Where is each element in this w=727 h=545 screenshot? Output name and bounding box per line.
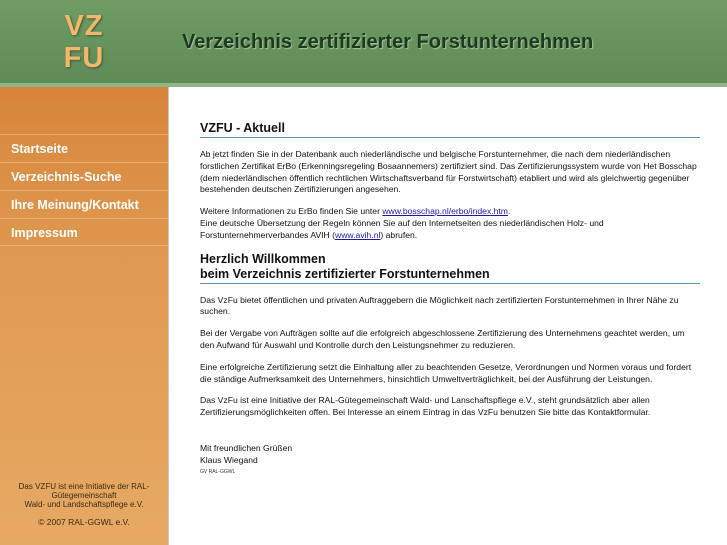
signature-name: Klaus Wiegand	[200, 454, 258, 465]
welcome-paragraph-1: Das VzFu bietet öffentlichen und privaten Auftraggebern die Möglichkeit nach zertifizierten Forstunternehmen in Ihrer Nähe zu suchen.	[200, 294, 679, 317]
main-nav	[0, 134, 168, 246]
nav-item-impressum[interactable]: Impressum	[0, 218, 168, 246]
p2-line2: Eine deutsche Übersetzung der Regeln können Sie auf den Internetseiten des niederländischen Holz- und Forstunternehmerverbandes AVIH (	[200, 217, 604, 240]
main-content	[200, 121, 700, 476]
nav-item-startseite[interactable]: Startseite	[0, 134, 168, 162]
nav-item-meinung-kontakt[interactable]: Ihre Meinung/Kontakt	[0, 190, 168, 218]
copyright: © 2007 RAL-GGWL e.V.	[38, 517, 130, 527]
signature-org: GV RAL-GGWL	[200, 468, 236, 475]
bosschap-link[interactable]: www.bosschap.nl/erbo/index.htm	[382, 206, 508, 217]
avih-link[interactable]: www.avih.nl	[335, 229, 381, 240]
greeting: Mit freundlichen Grüßen	[200, 442, 293, 453]
column-divider	[168, 87, 169, 545]
news-paragraph-2	[200, 206, 700, 241]
footer-line-2: Gütegemeinschaft	[51, 491, 117, 500]
welcome-line-1: Herzlich Willkommen	[200, 251, 326, 266]
site-header	[0, 0, 727, 87]
welcome-paragraph-3: Eine erfolgreiche Zertifizierung setzt die Einhaltung aller zu beachtenden Gesetze, Verordnungen und Normen voraus und fordert die ständige Aufmerksamkeit des Unternehmers, hinsichtlich Umweltverträglichkeit, bei der Ausführung der Leistungen.	[200, 361, 692, 384]
p2-suffix: ) abrufen.	[380, 229, 418, 240]
nav-item-verzeichnis-suche[interactable]: Verzeichnis-Suche	[0, 162, 168, 190]
site-logo[interactable]	[62, 10, 106, 74]
welcome-line-2: beim Verzeichnis zertifizierter Forstunternehmen	[200, 266, 490, 281]
news-paragraph-1: Ab jetzt finden Sie in der Datenbank auch niederländische und belgische Forstunternehmer, die nach dem niederländischen forstlichen Zertifikat ErBo (Erkenningsregeling Bosaannemers) zertifiziert sind. Das Zertifizierungssystem wurde von Het Bosschap (dem niederländischen öffentlich rechtlichen Wirtschaftsverband für Forstwirtschaft) etabliert und wird als gleichwertig gegenüber bestehenden deutschen Zertifizierungen angesehen.	[200, 149, 697, 195]
logo-line-1: VZ	[64, 10, 104, 42]
sidebar-footer-note	[0, 482, 168, 509]
logo-line-2: FU	[63, 42, 105, 74]
section-title-willkommen	[200, 252, 700, 284]
section-title-aktuell: VZFU - Aktuell	[200, 121, 700, 138]
footer-line-1: Das VZFU ist eine Initiative der RAL-	[18, 482, 150, 491]
sidebar	[0, 87, 168, 545]
footer-line-3: Wald- und Landschaftspflege e.V.	[24, 500, 144, 509]
p2-prefix: Weitere Informationen zu ErBo finden Sie unter	[200, 206, 383, 217]
p2-mid: .	[507, 206, 511, 217]
site-title: Verzeichnis zertifizierter Forstunternehmen	[182, 31, 594, 53]
welcome-paragraph-2: Bei der Vergabe von Aufträgen sollte auf die erfolgreich abgeschlossene Zertifizierung des Unternehmens geachtet werden, um den Aufwand für Auswahl und Kontrolle durch den Leistungsnehmer zu reduzieren.	[200, 328, 685, 350]
welcome-paragraph-4: Das VzFu ist eine Initiative der RAL-Gütegemeinschaft Wald- und Lanschaftspflege e.V., steht grundsätzlich aber allen Zertifizierungsmöglichkeiten offen. Bei Interesse an einem Eintrag in das VzFu benutzen Sie bitte das Kontaktformular.	[200, 395, 651, 418]
signoff	[200, 443, 700, 476]
